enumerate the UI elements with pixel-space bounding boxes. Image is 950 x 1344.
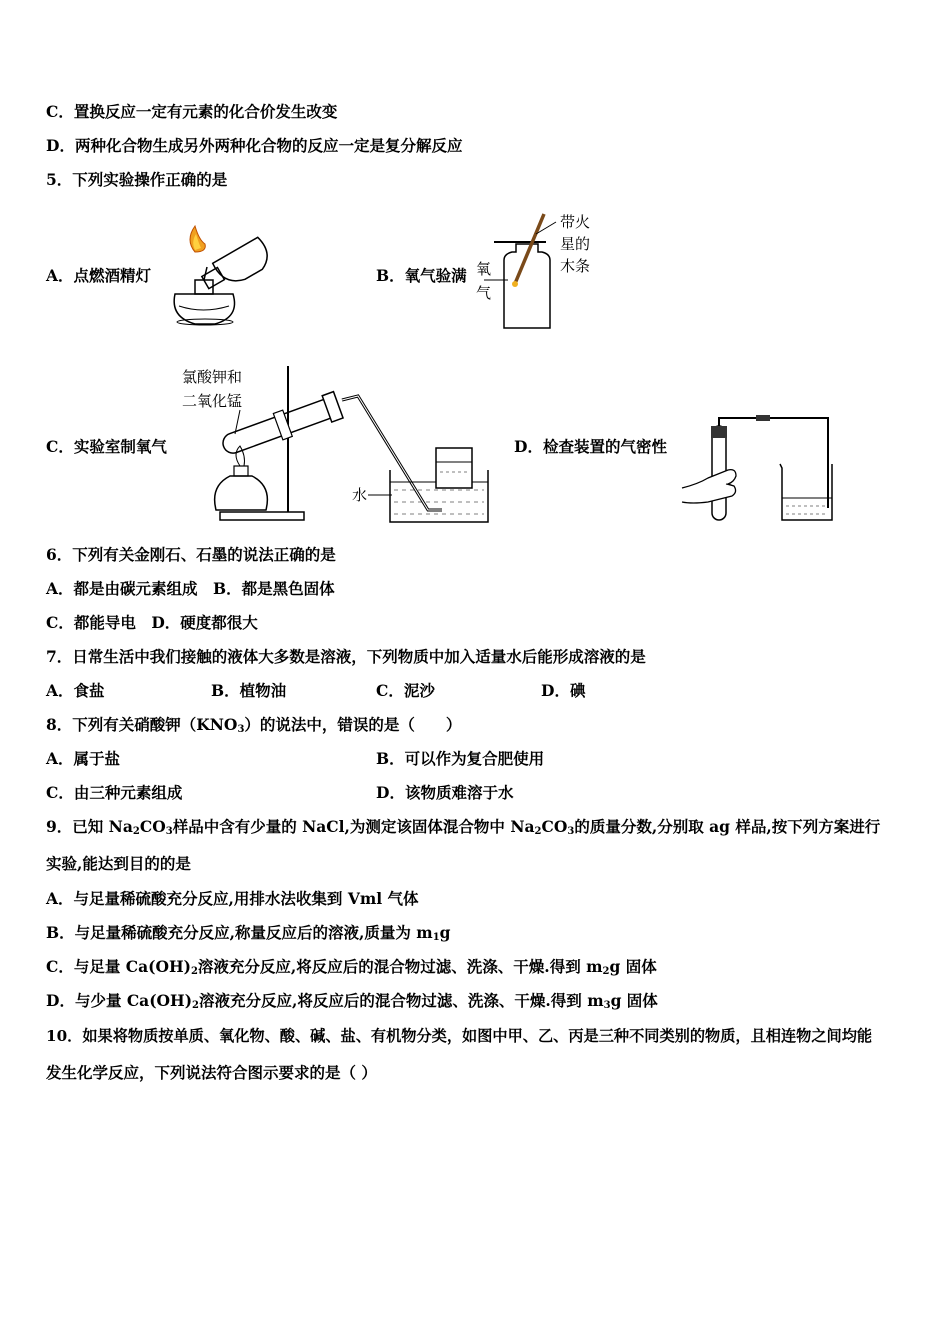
figure-oxygen-check (474, 212, 604, 332)
label-water: 水 (352, 486, 368, 504)
label-stick-3: 木条 (560, 257, 591, 275)
q9-option-c: C．与足量 $Ca(OH)_2$溶液充分反应,将反应后的混合物过滤、洗涤、干燥.得到 $m_2g$ 固体 (46, 957, 657, 977)
q10-stem-line2: 发生化学反应，下列说法符合图示要求的是（ ） (46, 1063, 377, 1082)
q5-option-b: B．氧气验满 (376, 266, 467, 285)
figure-oxygen-preparation (180, 362, 500, 528)
q6-stem: 6．下列有关金刚石、石墨的说法正确的是 (46, 545, 336, 564)
q9-option-b: B．与足量稀硫酸充分反应,称量反应后的溶液,质量为 $m_1g$ (46, 923, 451, 943)
q7-option-b: B．植物油 (211, 681, 287, 700)
label-oxygen-2: 气 (476, 284, 492, 302)
label-stick-2: 星的 (560, 235, 591, 253)
q10-stem: 10．如果将物质按单质、氧化物、酸、碱、盐、有机物分类，如图中甲、乙、丙是三种不同类别的物质，且相连物之间均能 (46, 1027, 873, 1045)
figure-airtightness-check (678, 412, 838, 524)
q7-option-c: C．泥沙 (376, 681, 435, 700)
q9-stem: 9．已知 $Na_2CO_3$样品中含有少量的 NaCl,为测定该固体混合物中 $Na_2CO_3$的质量分数,分别取 ag 样品,按下列方案进行 (46, 817, 881, 837)
q5-option-c: C．实验室制氧气 (46, 437, 167, 456)
label-oxygen-1: 氧 (476, 260, 492, 278)
q5-option-d: D．检查装置的气密性 (514, 437, 667, 456)
q4-option-c: C．置换反应一定有元素的化合价发生改变 (46, 102, 338, 121)
q5-stem: 5．下列实验操作正确的是 (46, 170, 228, 189)
q6-options-ab: A．都是由碳元素组成 B．都是黑色固体 (46, 579, 335, 598)
q4-option-d: D．两种化合物生成另外两种化合物的反应一定是复分解反应 (46, 136, 463, 155)
q7-option-d: D．碘 (541, 681, 586, 700)
q6-options-cd: C．都能导电 D．硬度都很大 (46, 613, 258, 632)
label-reagent-2: 二氧化锰 (182, 392, 243, 410)
q8-stem: 8．下列有关硝酸钾$(KNO_3)$的说法中，错误的是（ ） (46, 715, 462, 735)
q5-option-a: A．点燃酒精灯 (46, 266, 152, 285)
q8-option-a: A．属于盐 (46, 749, 121, 768)
q8-option-d: D．该物质难溶于水 (376, 783, 514, 802)
label-reagent-1: 氯酸钾和 (182, 368, 243, 386)
figure-alcohol-lamp (155, 222, 275, 332)
q9-stem-line2: 实验,能达到目的的是 (46, 854, 191, 873)
q8-option-c: C．由三种元素组成 (46, 783, 183, 802)
label-stick-1: 带火 (560, 213, 591, 231)
q9-option-d: D．与少量 $Ca(OH)_2$溶液充分反应,将反应后的混合物过滤、洗涤、干燥.得到 $m_3g$ 固体 (46, 991, 658, 1011)
q8-option-b: B．可以作为复合肥使用 (376, 749, 545, 768)
q9-option-a: A．与足量稀硫酸充分反应,用排水法收集到 Vml 气体 (46, 889, 419, 908)
q7-stem: 7．日常生活中我们接触的液体大多数是溶液，下列物质中加入适量水后能形成溶液的是 (46, 647, 646, 666)
q7-option-a: A．食盐 (46, 681, 105, 700)
